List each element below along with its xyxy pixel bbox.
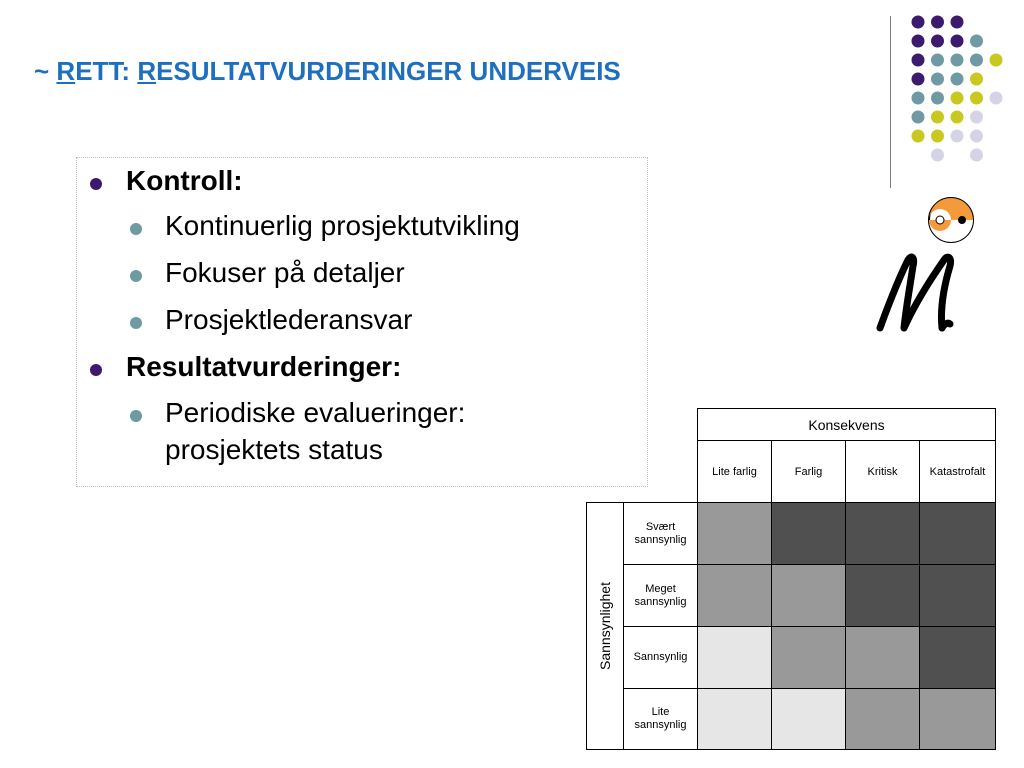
row-header: Svært sannsynlig xyxy=(623,502,698,565)
bullet-marker xyxy=(130,317,142,329)
risk-cell-medium xyxy=(771,626,846,689)
decor-dot xyxy=(931,54,944,67)
risk-cell-high xyxy=(845,502,920,565)
decor-dot xyxy=(931,73,944,86)
bullet-marker xyxy=(130,410,142,422)
bullet-kontinuerlig: Kontinuerlig prosjektutvikling xyxy=(165,210,520,241)
bullet-prosjektlederansvar: Prosjektlederansvar xyxy=(165,304,413,335)
column-header: Farlig xyxy=(771,440,846,503)
bullet-fokuser: Fokuser på detaljer xyxy=(165,257,405,288)
decor-dot xyxy=(912,35,925,48)
decor-dot xyxy=(951,73,964,86)
logo-yinyang-m xyxy=(872,196,988,342)
decor-dot xyxy=(951,92,964,105)
decor-dot xyxy=(912,130,925,143)
column-header: Lite farlig xyxy=(697,440,772,503)
decor-dot xyxy=(970,54,983,67)
risk-cell-high xyxy=(919,502,996,565)
bullet-marker xyxy=(90,178,102,190)
decor-dot xyxy=(912,73,925,86)
decor-dot xyxy=(912,111,925,124)
risk-cell-low xyxy=(771,688,846,750)
decor-dot xyxy=(912,16,925,29)
row-header: Lite sannsynlig xyxy=(623,688,698,750)
decor-dot xyxy=(951,54,964,67)
divider-line xyxy=(890,16,891,188)
row-header: Sannsynlig xyxy=(623,626,698,689)
bullet-prosjektets-status: prosjektets status xyxy=(165,434,383,465)
decor-dot xyxy=(990,54,1003,67)
matrix-header: Konsekvens xyxy=(697,408,996,441)
risk-cell-medium xyxy=(919,688,996,750)
decor-dot xyxy=(970,149,983,162)
decor-dot xyxy=(970,111,983,124)
risk-cell-high xyxy=(845,564,920,627)
risk-cell-low xyxy=(697,688,772,750)
row-header: Meget sannsynlig xyxy=(623,564,698,627)
bullet-resultatvurderinger: Resultatvurderinger: xyxy=(126,351,402,382)
column-header: Katastrofalt xyxy=(919,440,996,503)
risk-matrix xyxy=(586,408,996,750)
bullet-marker xyxy=(130,270,142,282)
risk-cell-high xyxy=(919,626,996,689)
decor-dot xyxy=(912,92,925,105)
decor-dot xyxy=(990,92,1003,105)
column-header: Kritisk xyxy=(845,440,920,503)
bullet-periodiske: Periodiske evalueringer: xyxy=(165,397,466,428)
decor-dot xyxy=(951,35,964,48)
risk-cell-high xyxy=(771,502,846,565)
decor-dot xyxy=(912,54,925,67)
decor-dot xyxy=(931,130,944,143)
risk-cell-low xyxy=(697,626,772,689)
slide-title: ~ RETT: RESULTATVURDERINGER UNDERVEIS xyxy=(34,56,621,86)
decor-dot xyxy=(970,35,983,48)
risk-cell-medium xyxy=(697,564,772,627)
decor-dot xyxy=(951,130,964,143)
decor-dot xyxy=(951,16,964,29)
bullet-marker xyxy=(90,364,102,376)
risk-cell-medium xyxy=(771,564,846,627)
row-axis-label: Sannsynlighet xyxy=(586,502,624,750)
risk-cell-medium xyxy=(697,502,772,565)
risk-cell-medium xyxy=(845,688,920,750)
decor-dot xyxy=(931,92,944,105)
decor-dot xyxy=(931,111,944,124)
decor-dot xyxy=(931,35,944,48)
risk-cell-high xyxy=(919,564,996,627)
decor-dot xyxy=(970,92,983,105)
decor-dot xyxy=(951,111,964,124)
decor-dot xyxy=(931,16,944,29)
bullet-marker xyxy=(130,223,142,235)
risk-cell-medium xyxy=(845,626,920,689)
decor-dot xyxy=(970,73,983,86)
bullet-kontroll: Kontroll: xyxy=(126,165,243,196)
decor-dot xyxy=(970,130,983,143)
decor-dot xyxy=(931,149,944,162)
